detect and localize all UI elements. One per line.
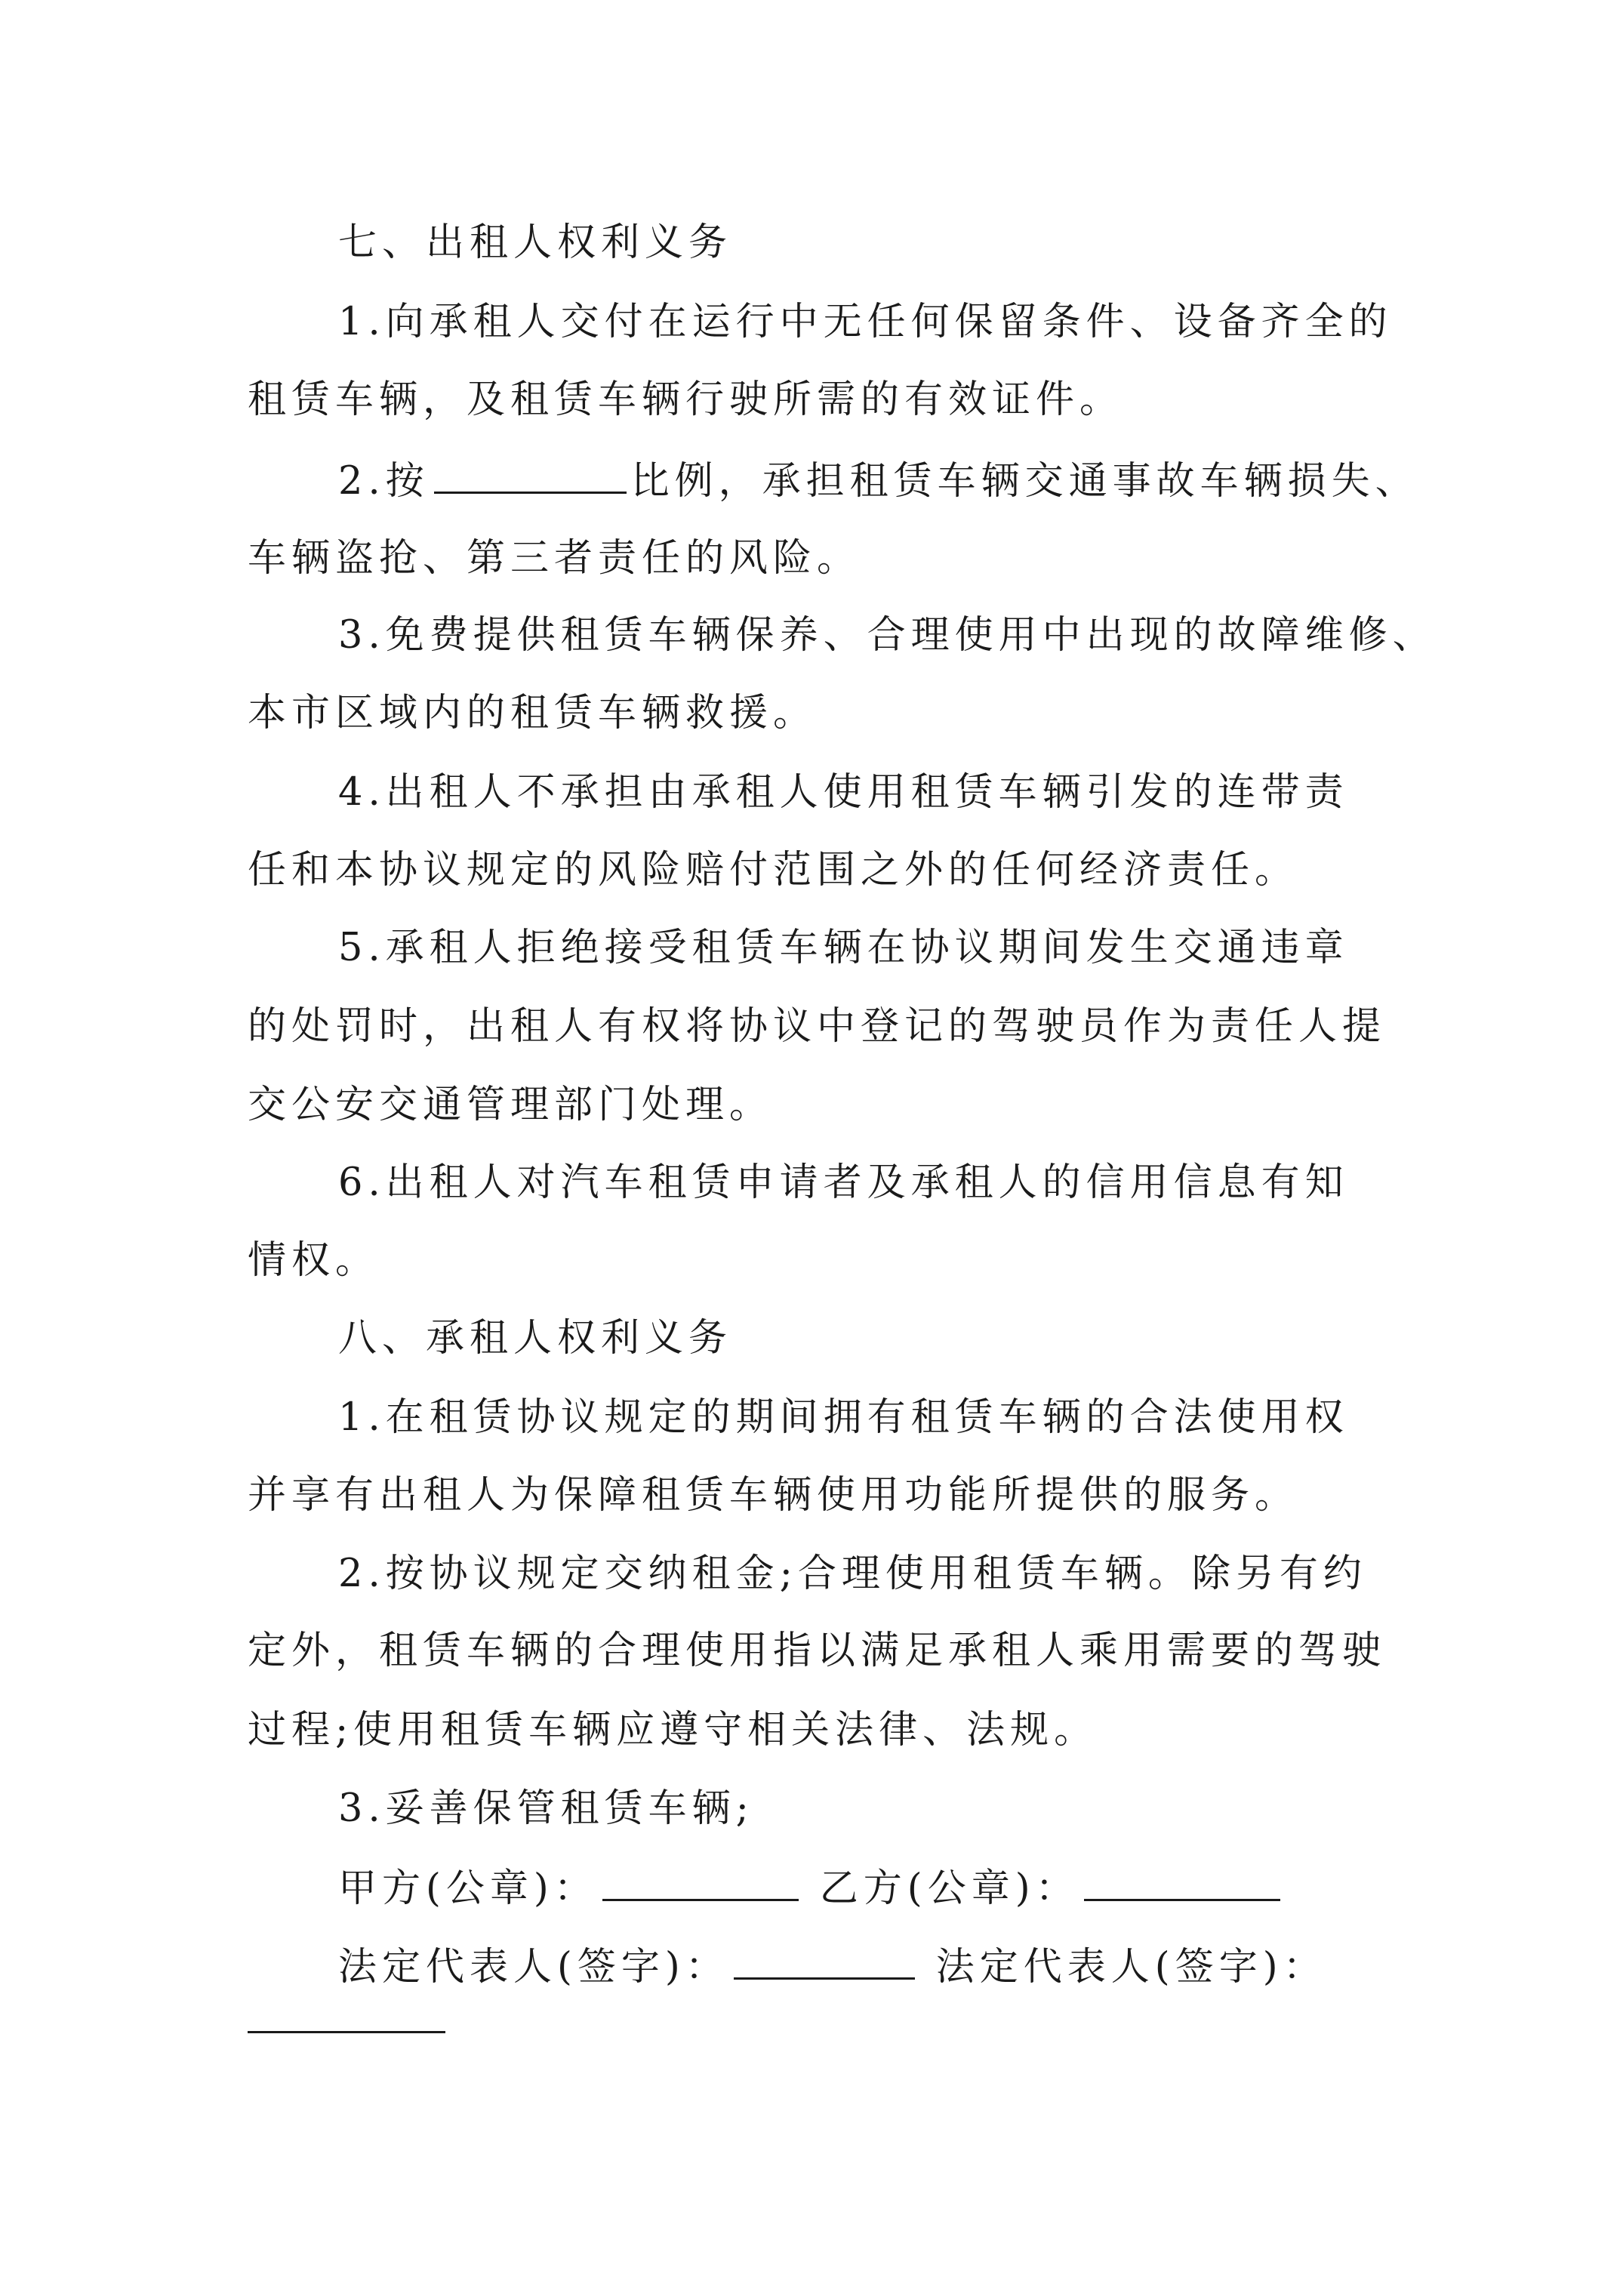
rep-b-blank[interactable] bbox=[248, 2031, 445, 2033]
s7-item2-line2: 车辆盗抢、第三者责任的风险。 bbox=[248, 536, 861, 581]
s7-item3-line1: 3.免费提供租赁车辆保养、合理使用中出现的故障维修、 bbox=[338, 613, 1437, 658]
s7-item3-line2: 本市区域内的租赁车辆救援。 bbox=[248, 691, 818, 735]
party-b-seal-blank[interactable] bbox=[1084, 1864, 1280, 1901]
s7-item6-line2: 情权。 bbox=[248, 1238, 380, 1283]
s7-item1-line1: 1.向承租人交付在运行中无任何保留条件、设备齐全的 bbox=[338, 300, 1393, 344]
s7-item2-prefix: 2.按 bbox=[338, 459, 430, 504]
s7-item5-line1: 5.承租人拒绝接受租赁车辆在协议期间发生交通违章 bbox=[338, 926, 1349, 970]
party-a-seal-blank[interactable] bbox=[602, 1864, 799, 1901]
s8-item1-line2: 并享有出租人为保障租赁车辆使用功能所提供的服务。 bbox=[248, 1473, 1299, 1518]
section-8-heading: 八、承租人权利义务 bbox=[338, 1316, 733, 1361]
s8-item2-line1: 2.按协议规定交纳租金;合理使用租赁车辆。除另有约 bbox=[338, 1552, 1367, 1596]
s7-item5-line3: 交公安交通管理部门处理。 bbox=[248, 1083, 774, 1127]
s7-item2-suffix: 比例，承担租赁车辆交通事故车辆损失、 bbox=[630, 459, 1419, 504]
s8-item3: 3.妥善保管租赁车辆; bbox=[338, 1786, 754, 1831]
s7-item4-line2: 任和本协议规定的风险赔付范围之外的任何经济责任。 bbox=[248, 848, 1299, 892]
s8-item2-line2: 定外，租赁车辆的合理使用指以满足承租人乘用需要的驾驶 bbox=[248, 1629, 1387, 1673]
s7-item1-line2: 租赁车辆，及租赁车辆行驶所需的有效证件。 bbox=[248, 378, 1124, 422]
party-a-seal-label: 甲方(公章)： bbox=[338, 1866, 598, 1911]
signature-rep-row bbox=[338, 1943, 1327, 1990]
rep-b-label: 法定代表人(签字)： bbox=[935, 1945, 1327, 1989]
rep-a-blank[interactable] bbox=[734, 1943, 915, 1980]
party-b-seal-label: 乙方(公章)： bbox=[819, 1866, 1079, 1911]
s7-item2-line1 bbox=[338, 457, 1419, 504]
ratio-blank[interactable] bbox=[434, 457, 627, 494]
signature-seal-row bbox=[338, 1864, 1285, 1912]
s8-item1-line1: 1.在租赁协议规定的期间拥有租赁车辆的合法使用权 bbox=[338, 1395, 1349, 1440]
s8-item2-line3: 过程;使用租赁车辆应遵守相关法律、法规。 bbox=[248, 1708, 1098, 1752]
s7-item4-line1: 4.出租人不承担由承租人使用租赁车辆引发的连带责 bbox=[338, 770, 1349, 815]
s7-item5-line2: 的处罚时，出租人有权将协议中登记的驾驶员作为责任人提 bbox=[248, 1004, 1387, 1049]
section-7-heading: 七、出租人权利义务 bbox=[338, 220, 733, 265]
rep-a-label: 法定代表人(签字)： bbox=[338, 1945, 729, 1989]
s7-item6-line1: 6.出租人对汽车租赁申请者及承租人的信用信息有知 bbox=[338, 1160, 1349, 1205]
